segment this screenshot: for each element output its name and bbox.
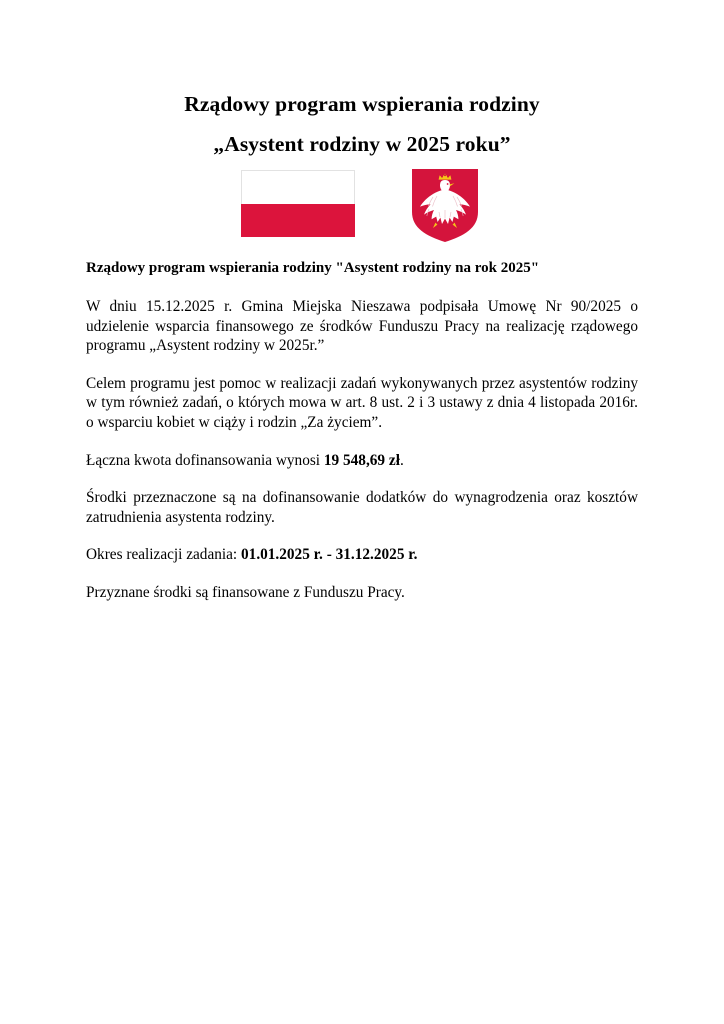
body-text: . (399, 451, 404, 469)
body-text: Łączna kwota dofinansowania wynosi (86, 451, 324, 469)
document-body (86, 258, 638, 603)
document-subtitle: Rządowy program wspierania rodziny "Asystent rodziny na rok 2025" (86, 260, 540, 276)
body-text: Celem programu jest pomoc w realizacji zadań wykonywanych przez asystentów rodziny w tym również zadań, o których mowa w art. 8 ust. 2 i 3 ustawy z dnia 4 listopada 2016r. o wsparciu kobiet w ciąży i rodzin „Za życiem”. (86, 374, 638, 431)
title-line-1: Rządowy program wspierania rodziny (184, 92, 540, 116)
page-title (86, 84, 638, 164)
body-text: W dniu 15.12.2025 r. Gmina Miejska Nieszawa podpisała Umowę Nr 90/2025 o udzielenie wsparcia finansowego ze środków Funduszu Pracy na realizację rządowego programu „Asystent rodziny w 2025r.” (86, 298, 638, 355)
flag-red-stripe (241, 204, 355, 238)
title-line-2: „Asystent rodziny w 2025 roku” (213, 132, 511, 156)
paragraph-funding (86, 583, 638, 603)
paragraph-amount (86, 451, 638, 471)
body-text: Okres realizacji zadania: (86, 546, 242, 564)
paragraph-agreement (86, 297, 638, 356)
paragraph-allocation (86, 488, 638, 527)
body-text: Środki przeznaczone są na dofinansowanie dodatków do wynagrodzenia oraz kosztów zatrudnienia asystenta rodziny. (86, 489, 638, 526)
emphasized-text: 01.01.2025 r. - 31.12.2025 r. (241, 546, 418, 564)
emblem-row (0, 166, 724, 244)
flag-white-stripe (241, 170, 355, 204)
paragraph-purpose (86, 374, 638, 433)
flag-of-poland-image (241, 170, 355, 237)
body-text: Przyznane środki są finansowane z Funduszu Pracy. (86, 583, 405, 601)
emphasized-text: 19 548,69 zł (323, 451, 400, 469)
coat-of-arms-of-poland-image (409, 166, 481, 245)
paragraph-period (86, 545, 638, 565)
